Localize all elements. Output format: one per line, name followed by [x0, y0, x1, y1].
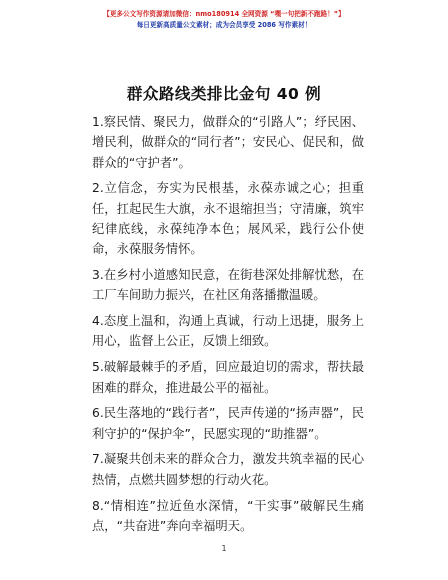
document-title: 群众路线类排比金句 40 例: [126, 85, 322, 103]
paragraph-7: 7.凝聚共创未来的群众合力，激发共筑幸福的民心热情，点燃共圆梦想的行动火花。: [92, 452, 364, 487]
paragraph-6: 6.民生落地的“践行者”，民声传递的“扬声器”，民利守护的“保护伞”，民愿实现的“助推器”。: [92, 406, 364, 441]
document-body: [92, 112, 364, 542]
paragraph-8: 8.“情相连”拉近鱼水深情，“干实事”破解民生痛点，“共奋进”奔向幸福明天。: [92, 498, 364, 533]
promo-banner: [0, 9, 448, 31]
page-number: 1: [221, 544, 227, 553]
paragraph-4: 4.态度上温和，沟通上真诚，行动上迅捷，服务上用心，监督上公正，反馈上细致。: [92, 314, 364, 349]
promo-banner-line-blue: 每日更新高质量公文素材；成为会员享受 2086 写作素材！: [136, 21, 312, 29]
paragraph-1: 1.察民情、聚民力，做群众的“引路人”；纾民困、增民利，做群众的“同行者”；安民心、促民和，做群众的“守护者”。: [92, 115, 364, 170]
promo-banner-line-red: 【更多公文写作资源请加微信：nmo180914 全网资源 “嘿一句把新不跑路！”】: [103, 10, 345, 18]
paragraph-5: 5.破解最棘手的矛盾，回应最迫切的需求，帮扶最困难的群众，推进最公平的福祉。: [92, 360, 364, 395]
paragraph-3: 3.在乡村小道感知民意，在街巷深处排解忧愁，在工厂车间助力振兴，在社区角落播撒温暖。: [92, 268, 364, 303]
paragraph-2: 2.立信念，夯实为民根基，永葆赤诚之心；担重任，扛起民生大旗，永不退缩担当；守清廉，筑牢纪律底线，永葆纯净本色；展风采，践行公仆使命，永葆服务情怀。: [92, 181, 364, 257]
